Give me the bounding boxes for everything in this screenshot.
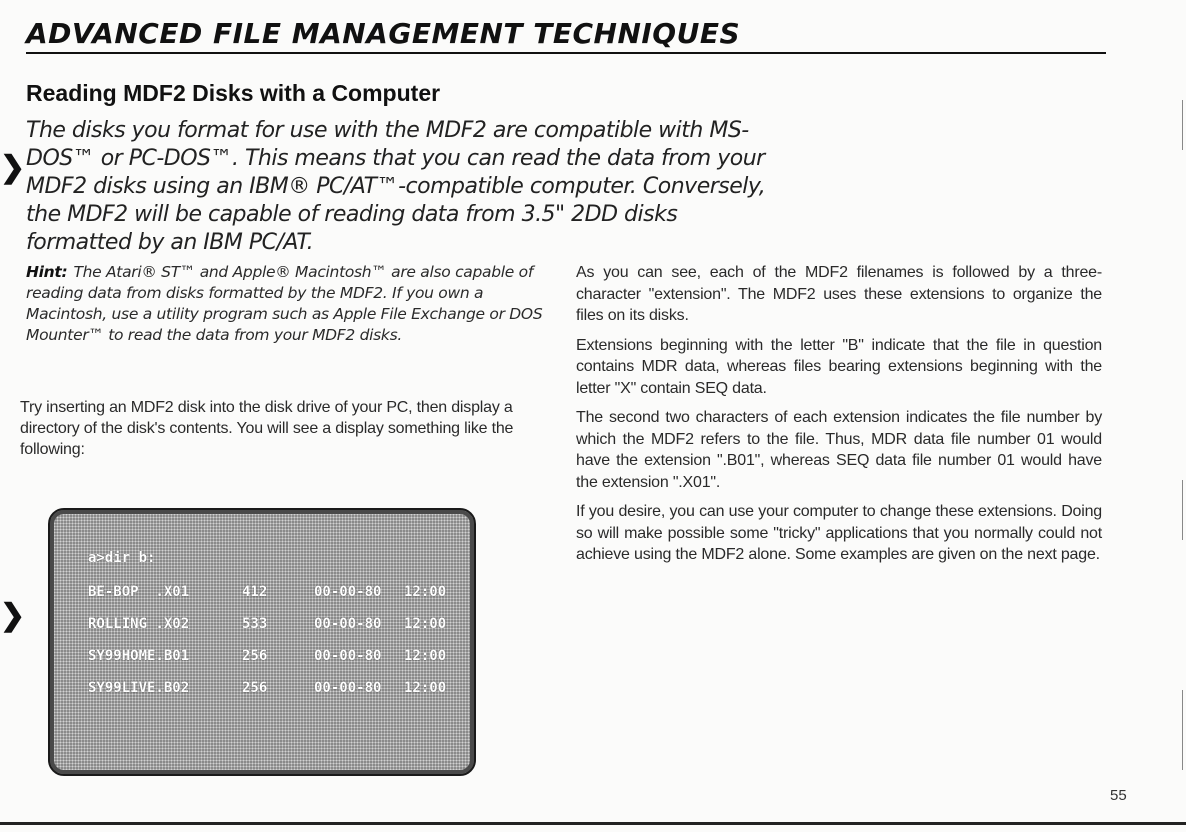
hint-label: Hint: xyxy=(26,263,68,281)
intro-paragraph: The disks you format for use with the MDF2 are compatible with MS-DOS™ or PC-DOS™. This means that you can read the data from your MDF2 disks using an IBM® PC/AT™-compatible computer. Conversely, the MDF2 will be capable of reading data from 3.5" 2DD disks formatted by an IBM PC/AT. xyxy=(26,118,766,255)
bottom-rule xyxy=(0,822,1186,825)
extension-paragraph: Extensions beginning with the letter "B" indicate that the file in question contains MDR data, whereas files bearing extensions beginning with the letter "X" contain SEQ data. xyxy=(576,336,1102,397)
file-date: 00-00-80 xyxy=(314,616,382,632)
extension-paragraph: If you desire, you can use your computer to change these extensions. Doing so will make possible some "tricky" applications that you normally could not achieve using the MDF2 alone. Some examples are given on the next page. xyxy=(576,503,1102,563)
file-size: 256 xyxy=(242,680,268,696)
file-time: 12:00 xyxy=(404,584,447,600)
file-time: 12:00 xyxy=(404,648,447,664)
extension-paragraph: The second two characters of each extension indicates the file number by which the MDF2 refers to the file. Thus, MDR data file number 01 would have the extension ".B01", whereas SEQ data file number 01 would have the extension ".X01". xyxy=(576,409,1102,491)
directory-screen xyxy=(48,508,476,776)
edge-mark xyxy=(1182,690,1183,770)
chapter-title: ADVANCED FILE MANAGEMENT TECHNIQUES xyxy=(26,16,1106,54)
file-date: 00-00-80 xyxy=(314,648,382,664)
dir-row xyxy=(88,646,446,678)
screen-content xyxy=(88,548,446,710)
file-size: 533 xyxy=(242,616,268,632)
dir-row xyxy=(88,614,446,646)
file-time: 12:00 xyxy=(404,680,447,696)
file-name: ROLLING .X02 xyxy=(88,616,190,632)
file-date: 00-00-80 xyxy=(314,680,382,696)
file-name: BE-BOP .X01 xyxy=(88,584,190,600)
file-size: 256 xyxy=(242,648,268,664)
file-name: SY99HOME.B01 xyxy=(88,648,190,664)
file-name: SY99LIVE.B02 xyxy=(88,680,190,696)
hint-text: The Atari® ST™ and Apple® Macintosh™ are also capable of reading data from disks formatted by the MDF2. If you own a Macintosh, use a utility program such as Apple File Exchange or DOS Mounter™ to read the data from your MDF2 disks. xyxy=(26,263,543,344)
file-size: 412 xyxy=(242,584,268,600)
hint-paragraph xyxy=(26,262,556,346)
page-number: 55 xyxy=(1110,787,1127,804)
explanation-column xyxy=(576,262,1102,574)
edge-mark xyxy=(1182,480,1183,540)
dir-row xyxy=(88,678,446,710)
section-heading: Reading MDF2 Disks with a Computer xyxy=(26,80,441,106)
margin-arrow-mark: ❯ xyxy=(0,598,26,633)
edge-mark xyxy=(1182,100,1183,150)
dir-row xyxy=(88,582,446,614)
margin-arrow-mark: ❯ xyxy=(0,150,26,185)
extension-paragraph: As you can see, each of the MDF2 filenames is followed by a three-character "extension". The MDF2 uses these extensions to organize the files on its disks. xyxy=(576,264,1102,324)
file-time: 12:00 xyxy=(404,616,447,632)
file-date: 00-00-80 xyxy=(314,584,382,600)
directory-instructions: Try inserting an MDF2 disk into the disk drive of your PC, then display a directory of the disk's contents. You will see a display something like the following: xyxy=(20,399,514,458)
dir-command: a>dir b: xyxy=(88,550,156,566)
